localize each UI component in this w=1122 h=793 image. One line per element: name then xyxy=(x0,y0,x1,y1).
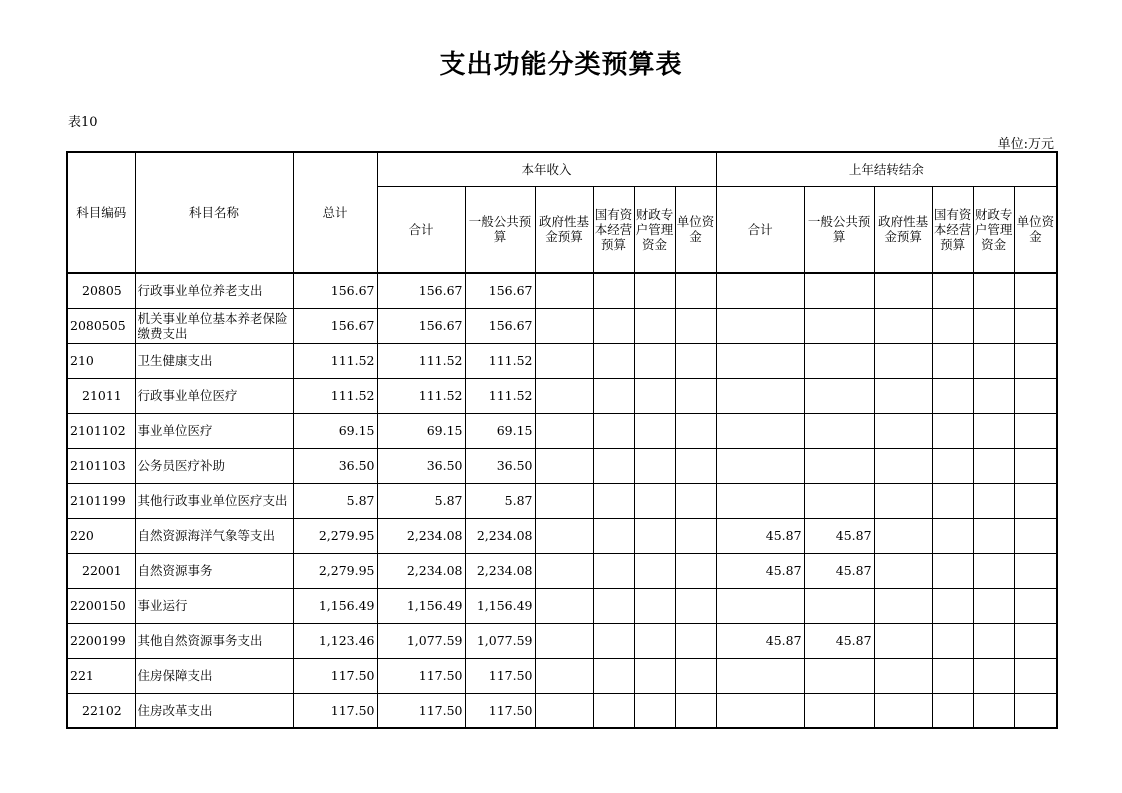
row-name: 公务员医疗补助 xyxy=(135,448,293,483)
row-cur-4 xyxy=(634,623,675,658)
row-cur-0: 69.15 xyxy=(377,413,465,448)
row-prev-5 xyxy=(1014,693,1057,728)
row-cur-5 xyxy=(675,273,716,308)
row-cur-1: 111.52 xyxy=(465,378,535,413)
header-prev-state-capital: 国有资本经营预算 xyxy=(932,186,973,273)
row-prev-3 xyxy=(932,588,973,623)
row-total: 111.52 xyxy=(293,343,377,378)
row-prev-1: 45.87 xyxy=(804,518,874,553)
row-cur-5 xyxy=(675,658,716,693)
row-name: 住房保障支出 xyxy=(135,658,293,693)
header-cur-unit-funds: 单位资金 xyxy=(675,186,716,273)
header-cur-sum: 合计 xyxy=(377,186,465,273)
table-row xyxy=(67,308,1057,343)
row-cur-4 xyxy=(634,448,675,483)
row-prev-5 xyxy=(1014,483,1057,518)
row-cur-1: 36.50 xyxy=(465,448,535,483)
row-cur-5 xyxy=(675,343,716,378)
header-prev-sum: 合计 xyxy=(716,186,804,273)
row-prev-2 xyxy=(874,448,932,483)
header-total: 总计 xyxy=(293,152,377,273)
row-cur-0: 1,077.59 xyxy=(377,623,465,658)
row-prev-2 xyxy=(874,623,932,658)
row-cur-5 xyxy=(675,623,716,658)
row-cur-3 xyxy=(593,553,634,588)
row-cur-2 xyxy=(535,273,593,308)
row-prev-0 xyxy=(716,483,804,518)
row-cur-4 xyxy=(634,343,675,378)
row-prev-0: 45.87 xyxy=(716,623,804,658)
row-code: 20805 xyxy=(67,273,135,308)
row-cur-5 xyxy=(675,518,716,553)
row-code: 21011 xyxy=(67,378,135,413)
row-prev-0 xyxy=(716,273,804,308)
row-prev-3 xyxy=(932,273,973,308)
table-row xyxy=(67,693,1057,728)
row-total: 117.50 xyxy=(293,658,377,693)
row-total: 1,156.49 xyxy=(293,588,377,623)
row-prev-5 xyxy=(1014,378,1057,413)
row-code: 2080505 xyxy=(67,308,135,343)
table-row xyxy=(67,623,1057,658)
row-prev-0 xyxy=(716,308,804,343)
row-prev-1 xyxy=(804,308,874,343)
row-cur-1: 1,077.59 xyxy=(465,623,535,658)
row-cur-0: 111.52 xyxy=(377,378,465,413)
row-cur-5 xyxy=(675,413,716,448)
row-cur-0: 156.67 xyxy=(377,308,465,343)
row-cur-3 xyxy=(593,343,634,378)
row-prev-3 xyxy=(932,413,973,448)
row-cur-3 xyxy=(593,378,634,413)
row-name: 行政事业单位医疗 xyxy=(135,378,293,413)
row-prev-3 xyxy=(932,518,973,553)
header-name: 科目名称 xyxy=(135,152,293,273)
row-cur-3 xyxy=(593,658,634,693)
row-cur-3 xyxy=(593,413,634,448)
table-body xyxy=(67,273,1057,728)
row-prev-1 xyxy=(804,448,874,483)
row-prev-3 xyxy=(932,623,973,658)
row-cur-4 xyxy=(634,273,675,308)
row-cur-5 xyxy=(675,693,716,728)
row-prev-4 xyxy=(973,448,1014,483)
table-row xyxy=(67,483,1057,518)
table-row xyxy=(67,448,1057,483)
row-cur-2 xyxy=(535,518,593,553)
row-cur-0: 117.50 xyxy=(377,658,465,693)
row-cur-0: 111.52 xyxy=(377,343,465,378)
row-cur-1: 2,234.08 xyxy=(465,518,535,553)
row-cur-3 xyxy=(593,623,634,658)
row-prev-2 xyxy=(874,693,932,728)
row-cur-1: 69.15 xyxy=(465,413,535,448)
header-cur-general: 一般公共预算 xyxy=(465,186,535,273)
table-row xyxy=(67,553,1057,588)
row-code: 221 xyxy=(67,658,135,693)
row-prev-2 xyxy=(874,378,932,413)
row-code: 22102 xyxy=(67,693,135,728)
header-prev-fund: 政府性基金预算 xyxy=(874,186,932,273)
row-prev-0 xyxy=(716,378,804,413)
row-cur-4 xyxy=(634,588,675,623)
table-row xyxy=(67,518,1057,553)
row-cur-1: 156.67 xyxy=(465,273,535,308)
row-cur-2 xyxy=(535,448,593,483)
row-cur-4 xyxy=(634,483,675,518)
row-prev-0 xyxy=(716,658,804,693)
row-prev-1: 45.87 xyxy=(804,553,874,588)
row-total: 2,279.95 xyxy=(293,518,377,553)
row-name: 卫生健康支出 xyxy=(135,343,293,378)
row-cur-2 xyxy=(535,308,593,343)
row-prev-4 xyxy=(973,518,1014,553)
row-cur-1: 5.87 xyxy=(465,483,535,518)
row-cur-0: 36.50 xyxy=(377,448,465,483)
row-name: 其他行政事业单位医疗支出 xyxy=(135,483,293,518)
row-cur-0: 1,156.49 xyxy=(377,588,465,623)
row-name: 事业运行 xyxy=(135,588,293,623)
row-cur-3 xyxy=(593,483,634,518)
row-prev-1 xyxy=(804,693,874,728)
row-prev-4 xyxy=(973,588,1014,623)
row-prev-4 xyxy=(973,553,1014,588)
row-prev-1: 45.87 xyxy=(804,623,874,658)
row-cur-4 xyxy=(634,518,675,553)
row-total: 5.87 xyxy=(293,483,377,518)
table-row xyxy=(67,378,1057,413)
table-row xyxy=(67,343,1057,378)
table-row xyxy=(67,273,1057,308)
row-total: 156.67 xyxy=(293,273,377,308)
row-cur-2 xyxy=(535,483,593,518)
row-code: 2101103 xyxy=(67,448,135,483)
row-prev-1 xyxy=(804,588,874,623)
row-prev-4 xyxy=(973,413,1014,448)
header-prev-general: 一般公共预算 xyxy=(804,186,874,273)
budget-table xyxy=(66,151,1058,729)
row-cur-4 xyxy=(634,378,675,413)
row-cur-0: 2,234.08 xyxy=(377,518,465,553)
row-cur-1: 117.50 xyxy=(465,658,535,693)
row-cur-1: 1,156.49 xyxy=(465,588,535,623)
row-prev-5 xyxy=(1014,448,1057,483)
row-prev-1 xyxy=(804,658,874,693)
row-prev-5 xyxy=(1014,273,1057,308)
header-carryover: 上年结转结余 xyxy=(716,152,1057,186)
row-cur-1: 156.67 xyxy=(465,308,535,343)
row-cur-5 xyxy=(675,448,716,483)
row-cur-5 xyxy=(675,553,716,588)
row-name: 事业单位医疗 xyxy=(135,413,293,448)
row-prev-1 xyxy=(804,273,874,308)
header-prev-unit-funds: 单位资金 xyxy=(1014,186,1057,273)
row-prev-2 xyxy=(874,273,932,308)
header-prev-special-account: 财政专户管理资金 xyxy=(973,186,1014,273)
row-prev-1 xyxy=(804,343,874,378)
row-prev-3 xyxy=(932,658,973,693)
row-cur-2 xyxy=(535,553,593,588)
row-cur-5 xyxy=(675,308,716,343)
row-prev-3 xyxy=(932,378,973,413)
row-prev-5 xyxy=(1014,518,1057,553)
row-name: 自然资源事务 xyxy=(135,553,293,588)
row-prev-2 xyxy=(874,308,932,343)
row-code: 2200199 xyxy=(67,623,135,658)
row-prev-3 xyxy=(932,343,973,378)
header-cur-state-capital: 国有资本经营预算 xyxy=(593,186,634,273)
row-cur-5 xyxy=(675,483,716,518)
table-row xyxy=(67,588,1057,623)
row-prev-0 xyxy=(716,693,804,728)
row-name: 自然资源海洋气象等支出 xyxy=(135,518,293,553)
row-name: 机关事业单位基本养老保险缴费支出 xyxy=(135,308,293,343)
row-prev-5 xyxy=(1014,623,1057,658)
row-total: 117.50 xyxy=(293,693,377,728)
table-number: 表10 xyxy=(68,115,98,130)
header-current-income: 本年收入 xyxy=(377,152,716,186)
row-prev-2 xyxy=(874,658,932,693)
row-name: 住房改革支出 xyxy=(135,693,293,728)
row-cur-4 xyxy=(634,553,675,588)
row-cur-2 xyxy=(535,658,593,693)
row-total: 1,123.46 xyxy=(293,623,377,658)
row-prev-4 xyxy=(973,343,1014,378)
row-cur-3 xyxy=(593,518,634,553)
row-cur-4 xyxy=(634,658,675,693)
row-cur-2 xyxy=(535,693,593,728)
row-name: 行政事业单位养老支出 xyxy=(135,273,293,308)
row-cur-2 xyxy=(535,623,593,658)
row-prev-0: 45.87 xyxy=(716,553,804,588)
row-prev-4 xyxy=(973,378,1014,413)
header-cur-fund: 政府性基金预算 xyxy=(535,186,593,273)
row-prev-2 xyxy=(874,518,932,553)
row-total: 156.67 xyxy=(293,308,377,343)
row-prev-3 xyxy=(932,483,973,518)
row-name: 其他自然资源事务支出 xyxy=(135,623,293,658)
row-prev-5 xyxy=(1014,553,1057,588)
row-prev-2 xyxy=(874,343,932,378)
row-prev-4 xyxy=(973,623,1014,658)
row-prev-4 xyxy=(973,273,1014,308)
row-code: 2200150 xyxy=(67,588,135,623)
row-prev-0 xyxy=(716,448,804,483)
row-cur-3 xyxy=(593,308,634,343)
row-prev-5 xyxy=(1014,658,1057,693)
header-code: 科目编码 xyxy=(67,152,135,273)
row-cur-3 xyxy=(593,273,634,308)
row-prev-3 xyxy=(932,448,973,483)
row-cur-2 xyxy=(535,343,593,378)
row-cur-4 xyxy=(634,693,675,728)
row-prev-1 xyxy=(804,378,874,413)
row-cur-1: 2,234.08 xyxy=(465,553,535,588)
row-prev-4 xyxy=(973,693,1014,728)
row-prev-2 xyxy=(874,483,932,518)
row-cur-3 xyxy=(593,588,634,623)
row-code: 220 xyxy=(67,518,135,553)
row-code: 210 xyxy=(67,343,135,378)
row-prev-0 xyxy=(716,588,804,623)
row-cur-5 xyxy=(675,588,716,623)
row-cur-0: 156.67 xyxy=(377,273,465,308)
row-cur-3 xyxy=(593,693,634,728)
header-cur-special-account: 财政专户管理资金 xyxy=(634,186,675,273)
row-cur-0: 5.87 xyxy=(377,483,465,518)
table-row xyxy=(67,413,1057,448)
row-cur-1: 117.50 xyxy=(465,693,535,728)
row-cur-2 xyxy=(535,413,593,448)
row-prev-5 xyxy=(1014,588,1057,623)
row-cur-2 xyxy=(535,588,593,623)
row-prev-0: 45.87 xyxy=(716,518,804,553)
row-cur-0: 117.50 xyxy=(377,693,465,728)
row-prev-4 xyxy=(973,658,1014,693)
row-prev-2 xyxy=(874,588,932,623)
row-prev-3 xyxy=(932,308,973,343)
row-prev-3 xyxy=(932,693,973,728)
table-row xyxy=(67,658,1057,693)
row-total: 111.52 xyxy=(293,378,377,413)
row-total: 36.50 xyxy=(293,448,377,483)
row-cur-2 xyxy=(535,378,593,413)
table-header xyxy=(67,152,1057,273)
row-prev-2 xyxy=(874,553,932,588)
row-prev-5 xyxy=(1014,308,1057,343)
row-prev-1 xyxy=(804,413,874,448)
row-cur-4 xyxy=(634,308,675,343)
row-total: 69.15 xyxy=(293,413,377,448)
row-cur-5 xyxy=(675,378,716,413)
row-prev-3 xyxy=(932,553,973,588)
row-cur-3 xyxy=(593,448,634,483)
row-cur-0: 2,234.08 xyxy=(377,553,465,588)
row-prev-4 xyxy=(973,483,1014,518)
row-prev-2 xyxy=(874,413,932,448)
row-prev-5 xyxy=(1014,343,1057,378)
row-prev-1 xyxy=(804,483,874,518)
row-prev-5 xyxy=(1014,413,1057,448)
row-code: 22001 xyxy=(67,553,135,588)
row-code: 2101199 xyxy=(67,483,135,518)
page-title: 支出功能分类预算表 xyxy=(439,50,683,80)
unit-label: 单位:万元 xyxy=(997,137,1054,152)
row-code: 2101102 xyxy=(67,413,135,448)
row-prev-4 xyxy=(973,308,1014,343)
row-cur-1: 111.52 xyxy=(465,343,535,378)
row-total: 2,279.95 xyxy=(293,553,377,588)
row-prev-0 xyxy=(716,343,804,378)
row-cur-4 xyxy=(634,413,675,448)
row-prev-0 xyxy=(716,413,804,448)
